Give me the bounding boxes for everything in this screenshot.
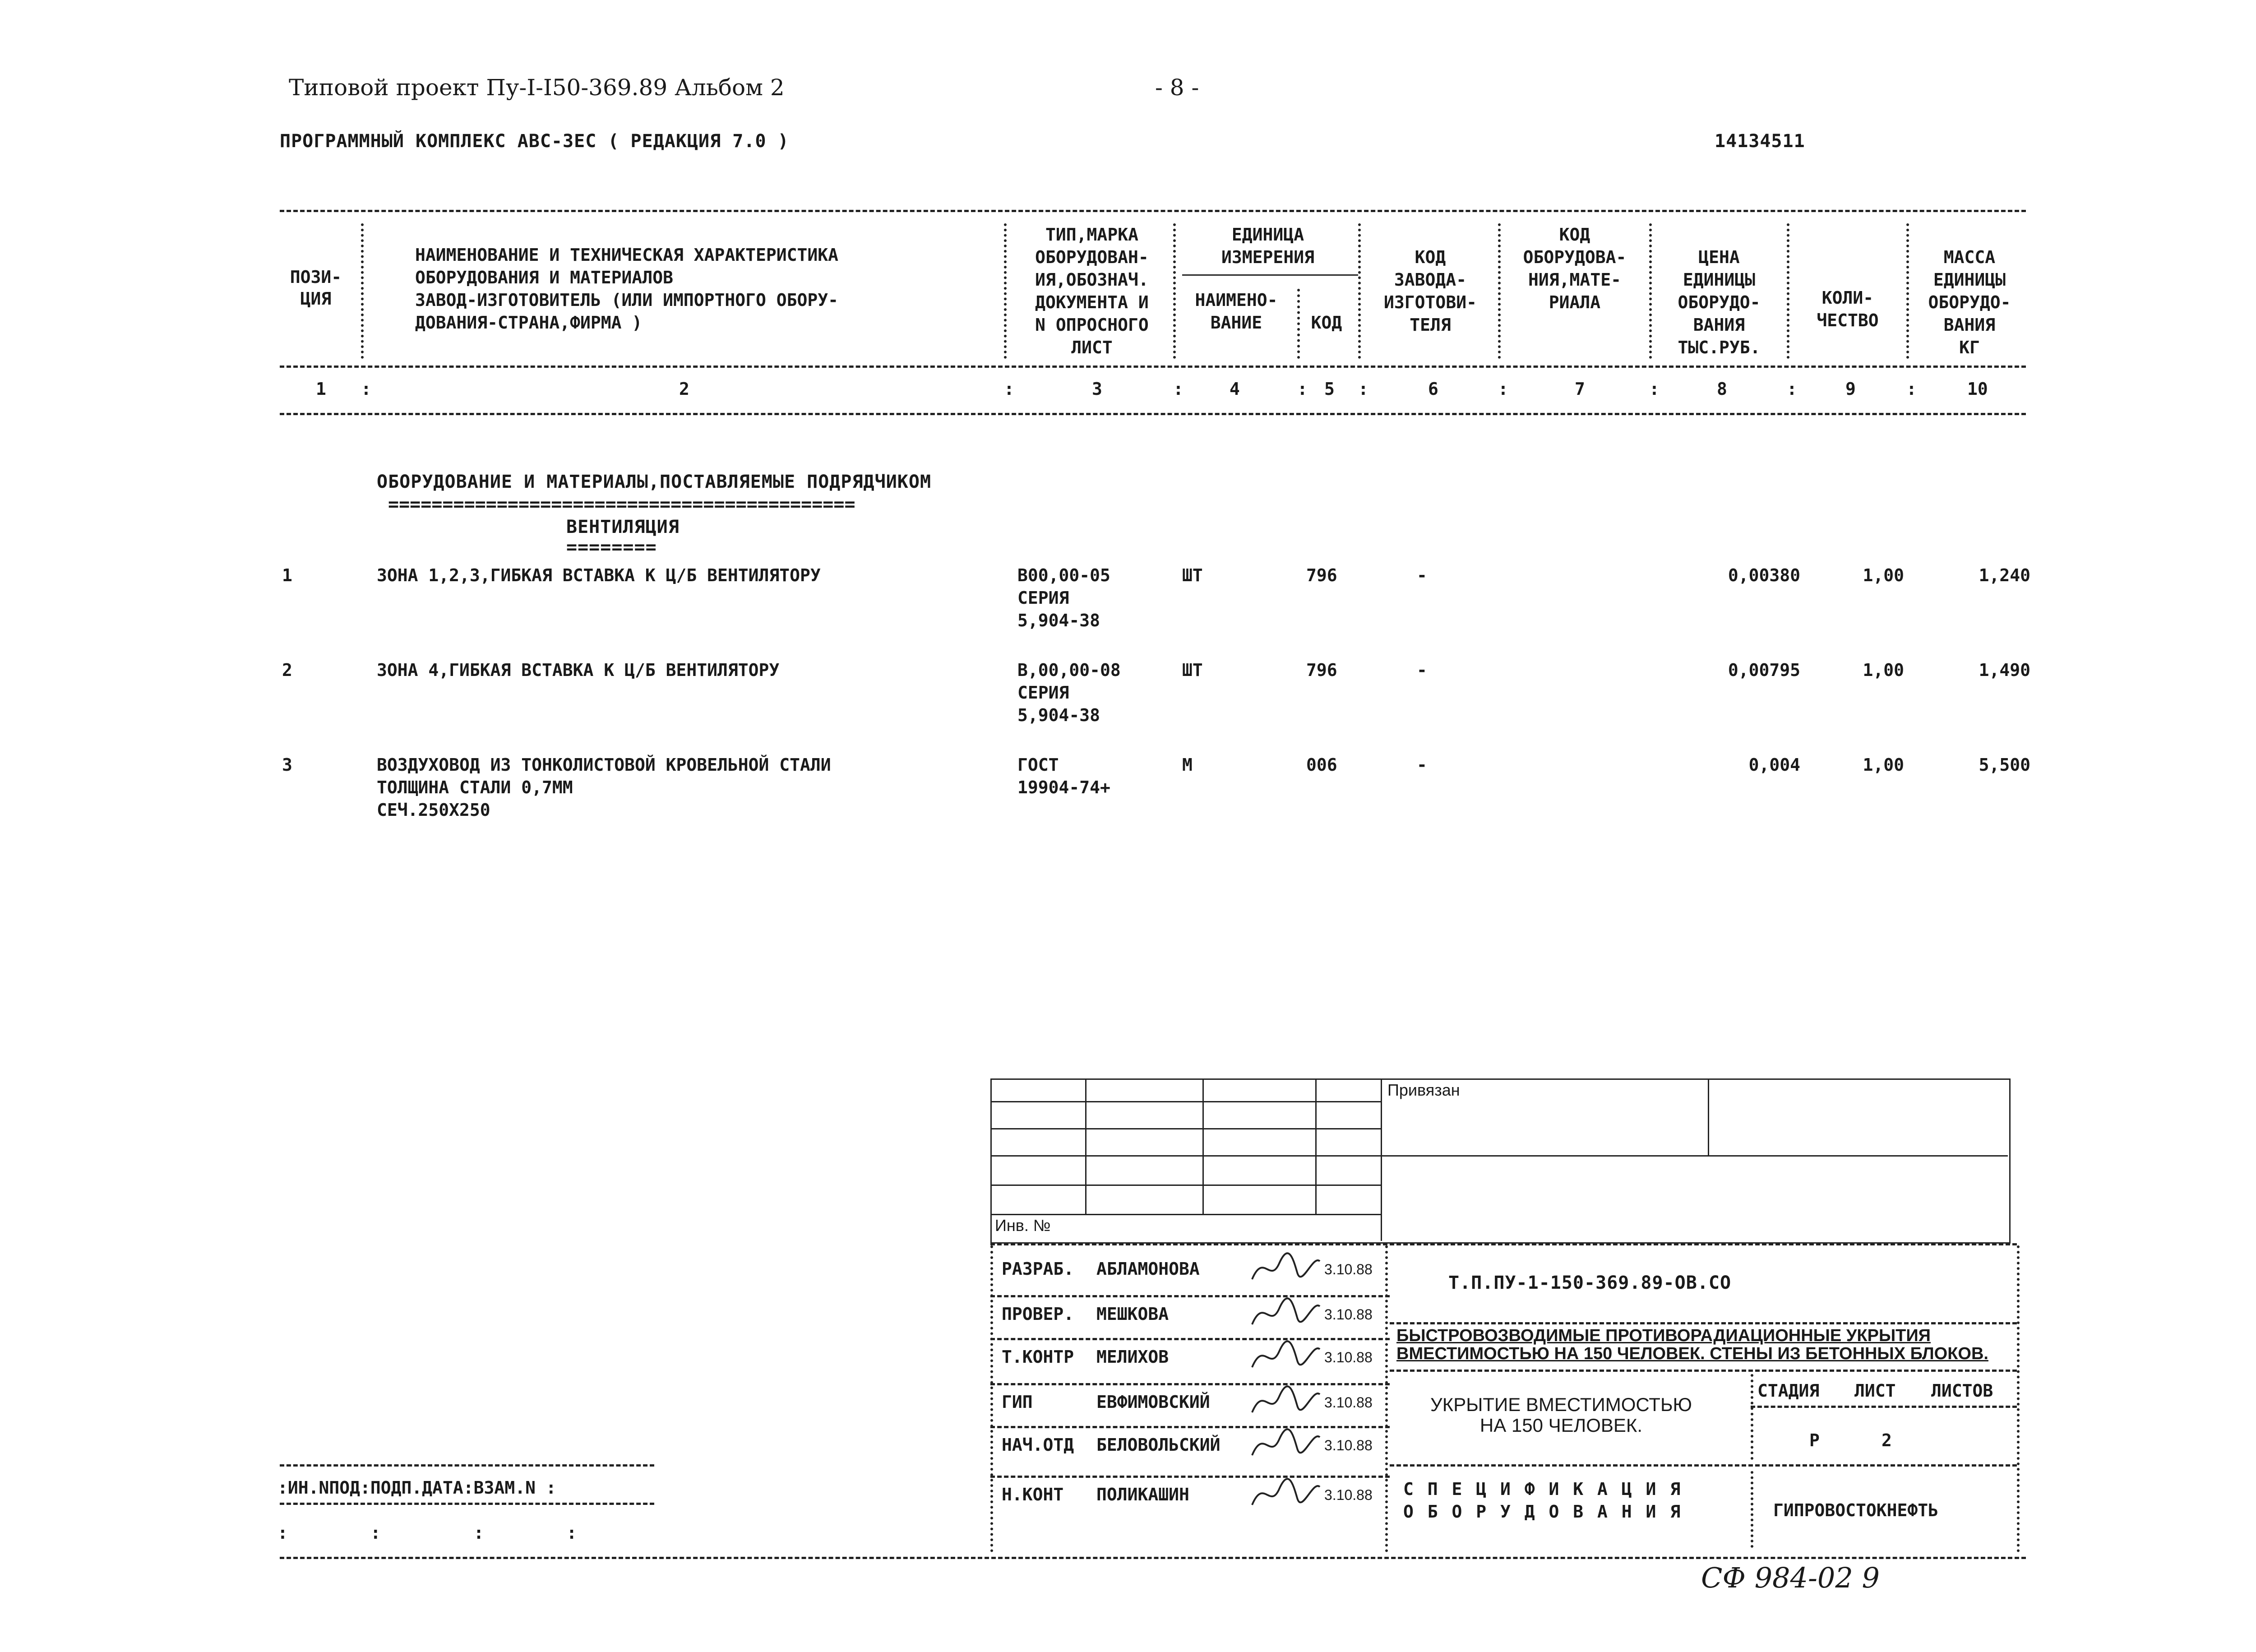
col-header-unit-code: КОД xyxy=(1311,313,1342,333)
row-price: 0,00795 xyxy=(1728,660,1800,680)
stamp-rule xyxy=(1390,1322,2017,1324)
row-unit: ШТ xyxy=(1182,660,1203,680)
col-sep xyxy=(1787,223,1789,359)
row-unit-code: 796 xyxy=(1306,660,1337,680)
stamp-rule xyxy=(280,1464,654,1467)
col-header-name: НАИМЕНОВАНИЕ И ТЕХНИЧЕСКАЯ ХАРАКТЕРИСТИКА ОБОРУДОВАНИЯ И МАТЕРИАЛОВ ЗАВОД-ИЗГОТОВИТЕЛЬ (ИЛИ ИМПОРТНОГО ОБОРУ- ДОВАНИЯ-СТРАНА,ФИРМА ) xyxy=(415,245,838,333)
left-stamp-empty-cells: : : : : xyxy=(277,1523,577,1543)
grid-line xyxy=(1202,1078,1204,1214)
privyazan-label: Привязан xyxy=(1387,1081,1460,1099)
row-mass: 1,490 xyxy=(1979,660,2030,680)
column-separator: : xyxy=(1498,379,1508,399)
row-position: 3 xyxy=(282,755,292,775)
organization-name: ГИПРОВОСТОКНЕФТЬ xyxy=(1773,1500,1939,1520)
col-sep xyxy=(361,223,364,359)
col-header-type: ТИП,МАРКА ОБОРУДОВАН- ИЯ,ОБОЗНАЧ. ДОКУМЕНТА И N ОПРОСНОГО ЛИСТ xyxy=(1035,225,1149,357)
column-number: 3 xyxy=(1092,379,1102,399)
col-header-price: ЦЕНА ЕДИНИЦЫ ОБОРУДО- ВАНИЯ ТЫС.РУБ. xyxy=(1678,247,1761,357)
header-bottom-rule xyxy=(280,366,2026,368)
col-sep xyxy=(1385,1245,1388,1552)
stamp-rule xyxy=(1390,1464,2017,1467)
signature-role: Н.КОНТ xyxy=(1002,1485,1064,1504)
row-price: 0,004 xyxy=(1748,755,1800,775)
column-number: 5 xyxy=(1324,379,1335,399)
column-number: 6 xyxy=(1428,379,1438,399)
document-name: С П Е Ц И Ф И К А Ц И Я О Б О Р У Д О В А Н И Я xyxy=(1403,1479,1683,1522)
signature-role: ГИП xyxy=(1002,1392,1033,1412)
row-price: 0,00380 xyxy=(1728,565,1800,585)
col-sep xyxy=(2017,1245,2020,1552)
row-factory-code: - xyxy=(1417,565,1427,585)
col-header-unit-name: НАИМЕНО- ВАНИЕ xyxy=(1195,290,1278,333)
sheet-label: ЛИСТ xyxy=(1854,1381,1896,1401)
column-numbers-rule xyxy=(280,413,2026,415)
row-position: 2 xyxy=(282,660,292,680)
col-sep xyxy=(1649,223,1652,359)
stamp-rule xyxy=(990,1383,1390,1385)
signature-date: 3.10.88 xyxy=(1324,1437,1373,1453)
row-type: ГОСТ 19904-74+ xyxy=(1017,755,1110,797)
subsection-title: ВЕНТИЛЯЦИЯ xyxy=(566,517,680,537)
project-title: Типовой проект Пу-I-I50-369.89 Альбом 2 xyxy=(289,74,785,101)
signature-date: 3.10.88 xyxy=(1324,1487,1373,1503)
section-underline: =========================================== xyxy=(388,494,855,515)
signature-role: Т.КОНТР xyxy=(1002,1347,1074,1367)
grid-line xyxy=(990,1101,1381,1102)
row-name: ЗОНА 4,ГИБКАЯ ВСТАВКА К Ц/Б ВЕНТИЛЯТОРУ xyxy=(377,660,780,680)
row-unit: ШТ xyxy=(1182,565,1203,585)
grid-line xyxy=(1085,1078,1086,1214)
signature-role: РАЗРАБ. xyxy=(1002,1259,1074,1279)
signature-name: МЕЛИХОВ xyxy=(1096,1347,1169,1367)
signature-name: МЕШКОВА xyxy=(1096,1304,1169,1324)
col-sep xyxy=(1906,223,1909,359)
grid-line xyxy=(1708,1078,1709,1155)
left-stamp-labels: :ИН.NПОД:ПОДП.ДАТА:ВЗАМ.N : xyxy=(277,1478,556,1498)
inventory-number-label: Инв. № xyxy=(995,1216,1051,1235)
handwritten-signature xyxy=(1250,1473,1322,1516)
grid-line xyxy=(990,1214,1381,1215)
row-type: В,00,00-08 СЕРИЯ 5,904-38 xyxy=(1017,660,1121,725)
row-quantity: 1,00 xyxy=(1863,660,1904,680)
signature-name: ЕВФИМОВСКИЙ xyxy=(1096,1392,1210,1412)
stamp-rule xyxy=(1390,1370,2017,1372)
col-sep xyxy=(1358,223,1361,359)
program-line: ПРОГРАММНЫЙ КОМПЛЕКС АВС-3ЕС ( РЕДАКЦИЯ 7.0 ) xyxy=(280,131,789,152)
row-mass: 5,500 xyxy=(1979,755,2030,775)
page-bottom-rule xyxy=(280,1557,2026,1559)
col-sep xyxy=(1751,1374,1753,1460)
signature-name: БЕЛОВОЛЬСКИЙ xyxy=(1096,1435,1220,1455)
col-header-position: ПОЗИ- ЦИЯ xyxy=(290,267,342,309)
col-header-factory-code: КОД ЗАВОДА- ИЗГОТОВИ- ТЕЛЯ xyxy=(1384,247,1477,335)
stamp-rule xyxy=(990,1243,2017,1245)
table-top-rule xyxy=(280,210,2026,212)
handwritten-sheet-code: СФ 984-02 9 xyxy=(1701,1561,1880,1594)
col-header-quantity: КОЛИ- ЧЕСТВО xyxy=(1817,288,1879,330)
sheets-label: ЛИСТОВ xyxy=(1931,1381,1993,1401)
subsection-underline: ======== xyxy=(566,537,657,558)
row-position: 1 xyxy=(282,565,292,585)
row-unit-code: 006 xyxy=(1306,755,1337,775)
handwritten-signature xyxy=(1250,1293,1322,1335)
row-quantity: 1,00 xyxy=(1863,565,1904,585)
column-separator: : xyxy=(361,379,371,399)
row-unit-code: 796 xyxy=(1306,565,1337,585)
column-number: 2 xyxy=(679,379,689,399)
column-separator: : xyxy=(1004,379,1014,399)
column-separator: : xyxy=(1173,379,1183,399)
col-sep xyxy=(1498,223,1501,359)
col-sep xyxy=(1751,1471,1753,1548)
grid-line xyxy=(1381,1078,1382,1241)
row-factory-code: - xyxy=(1417,660,1427,680)
document-designation: Т.П.ПУ-1-150-369.89-ОВ.СО xyxy=(1448,1273,1732,1293)
column-separator: : xyxy=(1649,379,1660,399)
signature-role: НАЧ.ОТД xyxy=(1002,1435,1074,1455)
page-number: - 8 - xyxy=(1155,74,1199,101)
row-name: ЗОНА 1,2,3,ГИБКАЯ ВСТАВКА К Ц/Б ВЕНТИЛЯТОРУ xyxy=(377,565,821,585)
column-number: 1 xyxy=(316,379,326,399)
signature-role: ПРОВЕР. xyxy=(1002,1304,1074,1324)
grid-line xyxy=(990,1155,1381,1157)
column-number: 9 xyxy=(1845,379,1856,399)
handwritten-signature xyxy=(1250,1336,1322,1378)
stage-value: Р xyxy=(1809,1430,1820,1450)
column-separator: : xyxy=(1358,379,1368,399)
row-quantity: 1,00 xyxy=(1863,755,1904,775)
unit-group-rule xyxy=(1182,274,1358,276)
grid-line xyxy=(1315,1078,1317,1214)
stamp-rule xyxy=(1751,1406,2017,1408)
stamp-rule xyxy=(990,1338,1390,1340)
col-sep xyxy=(1004,223,1007,359)
column-number: 10 xyxy=(1967,379,1988,399)
col-sep xyxy=(990,1245,993,1552)
row-unit: М xyxy=(1182,755,1193,775)
signature-name: ПОЛИКАШИН xyxy=(1096,1485,1189,1504)
signature-date: 3.10.88 xyxy=(1324,1394,1373,1411)
signature-date: 3.10.88 xyxy=(1324,1349,1373,1365)
row-factory-code: - xyxy=(1417,755,1427,775)
section-title: ОБОРУДОВАНИЕ И МАТЕРИАЛЫ,ПОСТАВЛЯЕМЫЕ ПОДРЯДЧИКОМ xyxy=(377,472,932,492)
signature-date: 3.10.88 xyxy=(1324,1261,1373,1277)
row-type: В00,00-05 СЕРИЯ 5,904-38 xyxy=(1017,565,1110,630)
column-number: 7 xyxy=(1575,379,1585,399)
column-number: 8 xyxy=(1717,379,1727,399)
grid-line xyxy=(1381,1155,2008,1157)
sheet-value: 2 xyxy=(1882,1430,1892,1450)
col-sep xyxy=(1297,289,1300,359)
object-title: БЫСТРОВОЗВОДИМЫЕ ПРОТИВОРАДИАЦИОННЫЕ УКРЫТИЯ ВМЕСТИМОСТЬЮ НА 150 ЧЕЛОВЕК. СТЕНЫ ИЗ БЕТОННЫХ БЛОКОВ. xyxy=(1396,1326,1988,1363)
handwritten-signature xyxy=(1250,1424,1322,1466)
row-mass: 1,240 xyxy=(1979,565,2030,585)
col-header-mass: МАССА ЕДИНИЦЫ ОБОРУДО- ВАНИЯ КГ xyxy=(1928,247,2011,357)
handwritten-signature xyxy=(1250,1381,1322,1423)
grid-line xyxy=(990,1128,1381,1129)
stamp-rule xyxy=(990,1426,1390,1428)
col-sep xyxy=(1173,223,1176,359)
column-separator: : xyxy=(1297,379,1308,399)
document-number: 14134511 xyxy=(1715,131,1805,152)
col-header-unit-group: ЕДИНИЦА ИЗМЕРЕНИЯ xyxy=(1221,225,1314,267)
column-separator: : xyxy=(1906,379,1917,399)
column-separator: : xyxy=(1787,379,1797,399)
stamp-rule xyxy=(990,1295,1390,1297)
row-name: ВОЗДУХОВОД ИЗ ТОНКОЛИСТОВОЙ КРОВЕЛЬНОЙ СТАЛИ ТОЛЩИНА СТАЛИ 0,7ММ СЕЧ.250Х250 xyxy=(377,755,831,820)
column-number: 4 xyxy=(1230,379,1240,399)
col-header-equipment-code: КОД ОБОРУДОВА- НИЯ,МАТЕ- РИАЛА xyxy=(1523,225,1627,312)
stamp-rule xyxy=(990,1476,1390,1478)
shelter-title: УКРЫТИЕ ВМЕСТИМОСТЬЮ НА 150 ЧЕЛОВЕК. xyxy=(1430,1394,1692,1436)
stage-label: СТАДИЯ xyxy=(1757,1381,1820,1401)
stamp-upper-frame xyxy=(990,1078,2011,1244)
signature-date: 3.10.88 xyxy=(1324,1306,1373,1323)
handwritten-signature xyxy=(1250,1248,1322,1290)
stamp-rule xyxy=(280,1503,654,1505)
signature-name: АБЛАМОНОВА xyxy=(1096,1259,1200,1279)
grid-line xyxy=(990,1185,1381,1186)
